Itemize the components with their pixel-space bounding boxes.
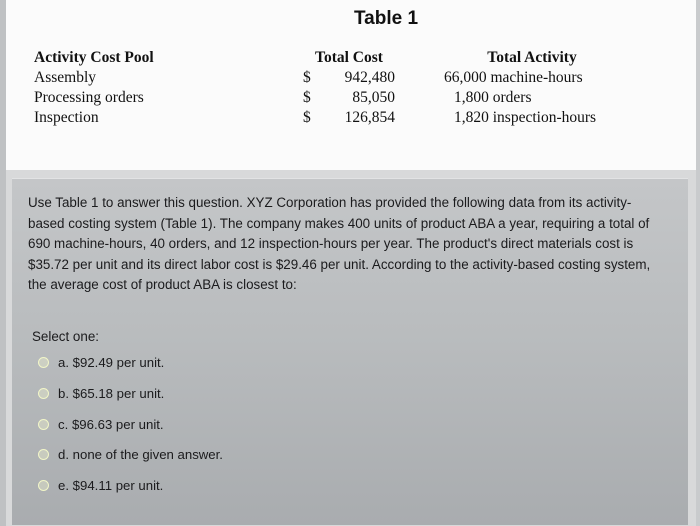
option-letter: a. <box>58 355 69 370</box>
column-total-cost <box>303 48 395 128</box>
row-activity-processing-orders: 1,800 orders <box>454 89 532 106</box>
question-panel <box>12 178 688 525</box>
column-activity-cost-pool <box>34 48 154 128</box>
radio-icon[interactable] <box>38 480 49 491</box>
option-letter: c. <box>58 417 69 432</box>
header-total-cost: Total Cost <box>315 49 383 66</box>
row-cost-processing-orders <box>303 88 395 108</box>
option-e[interactable] <box>38 478 163 493</box>
option-c[interactable] <box>38 417 164 432</box>
currency-symbol: $ <box>303 69 311 86</box>
option-b[interactable] <box>38 386 164 401</box>
select-one-label: Select one: <box>32 329 99 344</box>
cost-value: 126,854 <box>344 109 395 126</box>
radio-icon[interactable] <box>38 419 49 430</box>
row-cost-assembly <box>303 68 395 88</box>
row-cost-inspection <box>303 108 395 128</box>
option-label: $96.63 per unit. <box>71 417 164 432</box>
option-label: none of the given answer. <box>72 447 223 462</box>
cost-value: 85,050 <box>352 89 395 106</box>
row-activity-inspection: 1,820 inspection-hours <box>454 109 597 126</box>
right-edge <box>696 0 700 526</box>
option-letter: e. <box>58 478 69 493</box>
row-pool-processing-orders: Processing orders <box>34 89 144 106</box>
option-label: $94.11 per unit. <box>72 478 164 493</box>
row-pool-assembly: Assembly <box>34 69 96 86</box>
currency-symbol: $ <box>303 89 311 106</box>
header-activity-cost-pool: Activity Cost Pool <box>34 49 154 66</box>
option-letter: b. <box>58 386 69 401</box>
option-label: $65.18 per unit. <box>72 386 165 401</box>
table-title: Table 1 <box>353 8 419 29</box>
radio-icon[interactable] <box>38 357 49 368</box>
option-letter: d. <box>58 447 69 462</box>
radio-icon[interactable] <box>38 388 49 399</box>
column-total-activity <box>444 48 620 128</box>
currency-symbol: $ <box>303 109 311 126</box>
table-panel <box>6 0 696 170</box>
cost-value: 942,480 <box>344 69 395 86</box>
row-pool-inspection: Inspection <box>34 109 99 126</box>
radio-icon[interactable] <box>38 449 49 460</box>
header-total-activity: Total Activity <box>487 49 577 66</box>
option-label: $92.49 per unit. <box>72 355 165 370</box>
question-text: Use Table 1 to answer this question. XYZ Corporation has provided the following data from its activity-based costing system (Table 1). The company makes 400 units of product ABA a year, requiring a total of 690 machine-hours, 40 orders, and 12 inspection-hours per year. The product's direct materials cost is $35.72 per unit and its direct labor cost is $29.46 per unit. According to the activity-based costing system, the average cost of product ABA is closest to: <box>28 195 651 292</box>
option-d[interactable] <box>38 447 223 462</box>
row-activity-assembly: 66,000 machine-hours <box>444 69 583 86</box>
option-a[interactable] <box>38 355 164 370</box>
